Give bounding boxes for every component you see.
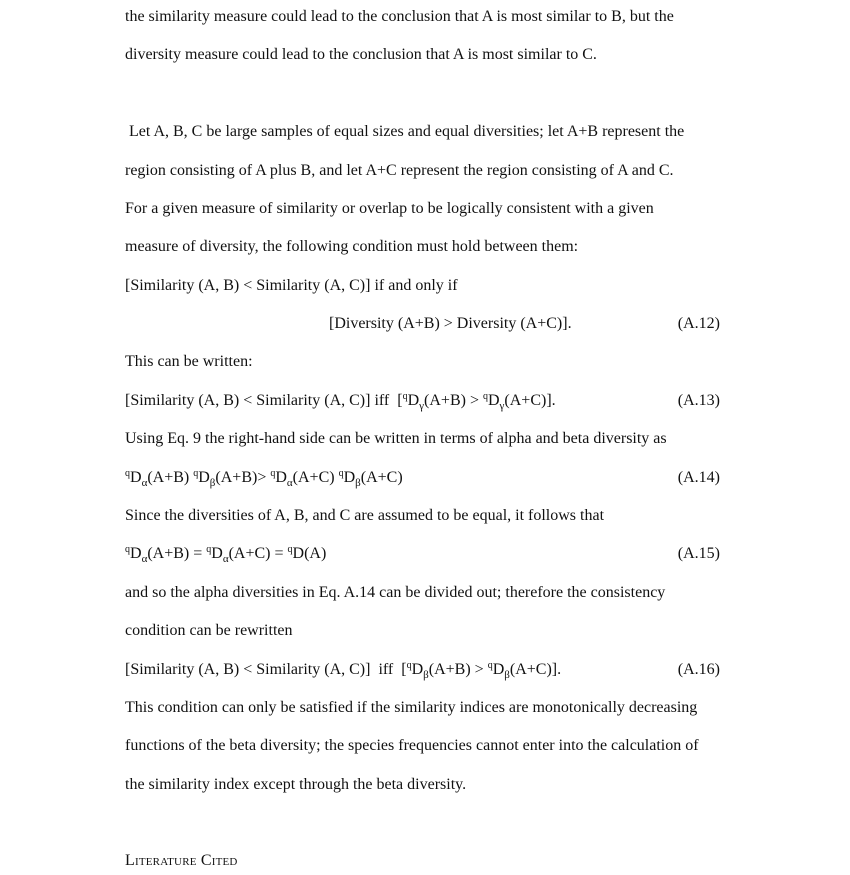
paragraph-line: functions of the beta diversity; the species frequencies cannot enter into the calculation of [125, 737, 699, 754]
equation-number: (A.13) [677, 392, 720, 409]
paragraph-line: diversity measure could lead to the conclusion that A is most similar to C. [125, 46, 597, 63]
equation-body: $^qD_\alpha(A+B) = ^qD_\alpha(A+C) = ^qD(A)$ [125, 544, 327, 565]
paragraph-line: the similarity measure could lead to the conclusion that A is most similar to B, but the [125, 8, 674, 25]
paragraph-line: Let A, B, C be large samples of equal sizes and equal diversities; let A+B represent the [125, 123, 685, 140]
equation-number: (A.16) [677, 661, 720, 678]
equation-number: (A.14) [677, 469, 720, 486]
paragraph-line: This condition can only be satisfied if the similarity indices are monotonically decreasing [125, 699, 698, 716]
section-heading: Literature Cited [125, 852, 238, 869]
equation-a14 [125, 468, 720, 490]
paragraph-line: region consisting of A plus B, and let A+C represent the region consisting of A and C. [125, 162, 674, 179]
equation-number: (A.12) [677, 315, 720, 332]
equation-body: [Diversity (A+B) > Diversity (A+C)]. [329, 315, 572, 332]
equation-a16 [125, 660, 720, 682]
equation-number: (A.15) [677, 545, 720, 562]
paragraph-line: Using Eq. 9 the right-hand side can be written in terms of alpha and beta diversity as [125, 430, 667, 447]
paragraph-line: measure of diversity, the following condition must hold between them: [125, 238, 579, 255]
paragraph-line: This can be written: [125, 353, 253, 370]
paragraph-line: For a given measure of similarity or overlap to be logically consistent with a given [125, 200, 654, 217]
equation-body: [Similarity (A, B) < Similarity (A, C)] iff $[^qD_\beta(A+B) > ^qD_\beta(A+C)]$. [125, 660, 562, 681]
equation-a13 [125, 391, 720, 413]
equation-body: [Similarity (A, B) < Similarity (A, C)] iff $[^qD_\gamma(A+B) > ^qD_\gamma(A+C)]$. [125, 391, 556, 412]
equation-a15 [125, 544, 720, 566]
paragraph-line: condition can be rewritten [125, 622, 293, 639]
equation-body: $^qD_\alpha(A+B)$ $^qD_\beta(A+B)> ^qD_\alpha(A+C)$ $^qD_\beta(A+C)$ [125, 468, 403, 489]
paragraph-line: Since the diversities of A, B, and C are assumed to be equal, it follows that [125, 507, 605, 524]
paragraph-line: the similarity index except through the beta diversity. [125, 776, 467, 793]
paragraph-line: and so the alpha diversities in Eq. A.14 can be divided out; therefore the consistency [125, 584, 666, 601]
paragraph-line: [Similarity (A, B) < Similarity (A, C)] if and only if [125, 277, 458, 294]
